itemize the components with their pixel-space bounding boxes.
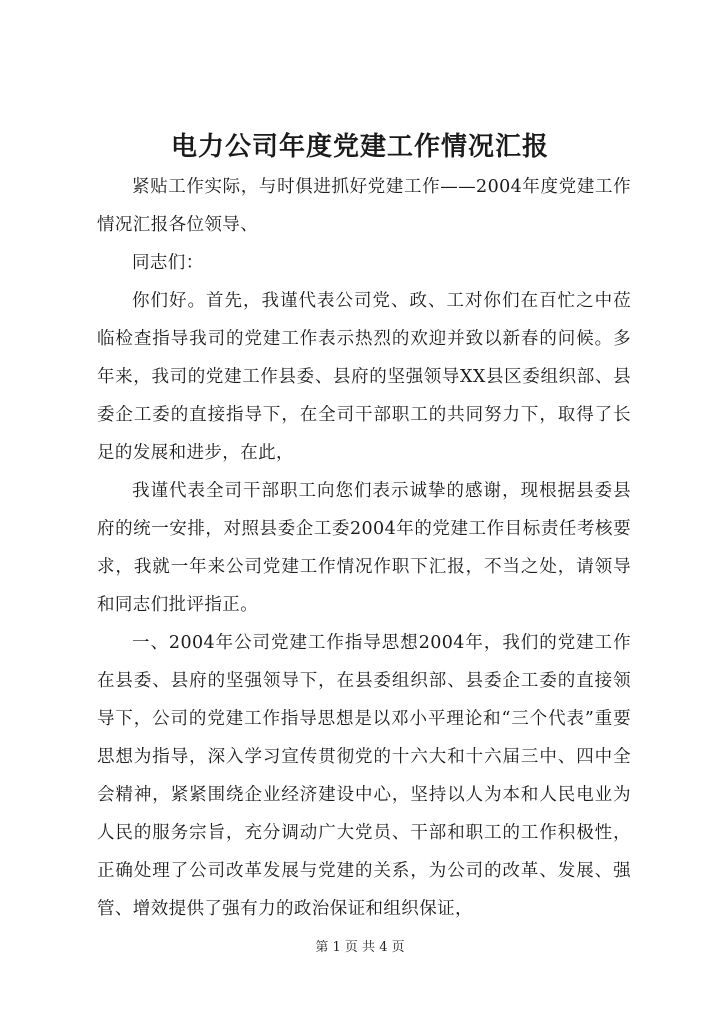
paragraph-salutation: 同志们： [132,253,204,273]
paragraph-section-one: 一、2004年公司党建工作指导思想2004年，我们的党建工作在县委、县府的坚强领导下，在县委组织部、县委企工委的直接领导下，公司的党建工作指导思想是以邓小平理论和“三个代表”重要思想为指导，深入学习宣传贯彻党的十六大和十六届三中、四中全会精神，紧紧围绕企业经济建设中心，坚持以人为本和人民电业为人民的服务宗旨，充分调动广大党员、干部和职工的工作积极性，正确处理了公司改革发展与党建的关系，为公司的改革、发展、强管、增效提供了强有力的政治保证和组织保证， [97,633,631,919]
paragraph-greeting: 你们好。首先，我谨代表公司党、政、工对你们在百忙之中莅临检查指导我司的党建工作表示热烈的欢迎并致以新春的问候。多年来，我司的党建工作县委、县府的坚强领导XX县区委组织部、县委企工委的直接指导下，在全司干部职工的共同努力下，取得了长足的发展和进步，在此， [97,291,631,463]
page-footer: 第 1 页 共 4 页 [315,940,405,955]
paragraph-intro: 紧贴工作实际，与时俱进抓好党建工作——2004年度党建工作情况汇报各位领导、 [97,177,631,235]
paragraph-thanks: 我谨代表全司干部职工向您们表示诚挚的感谢，现根据县委县府的统一安排，对照县委企工委2004年的党建工作目标责任考核要求，我就一年来公司党建工作情况作职下汇报，不当之处，请领导和同志们批评指正。 [97,481,631,615]
document-title: 电力公司年度党建工作情况汇报 [170,132,549,162]
document-body [97,168,631,928]
